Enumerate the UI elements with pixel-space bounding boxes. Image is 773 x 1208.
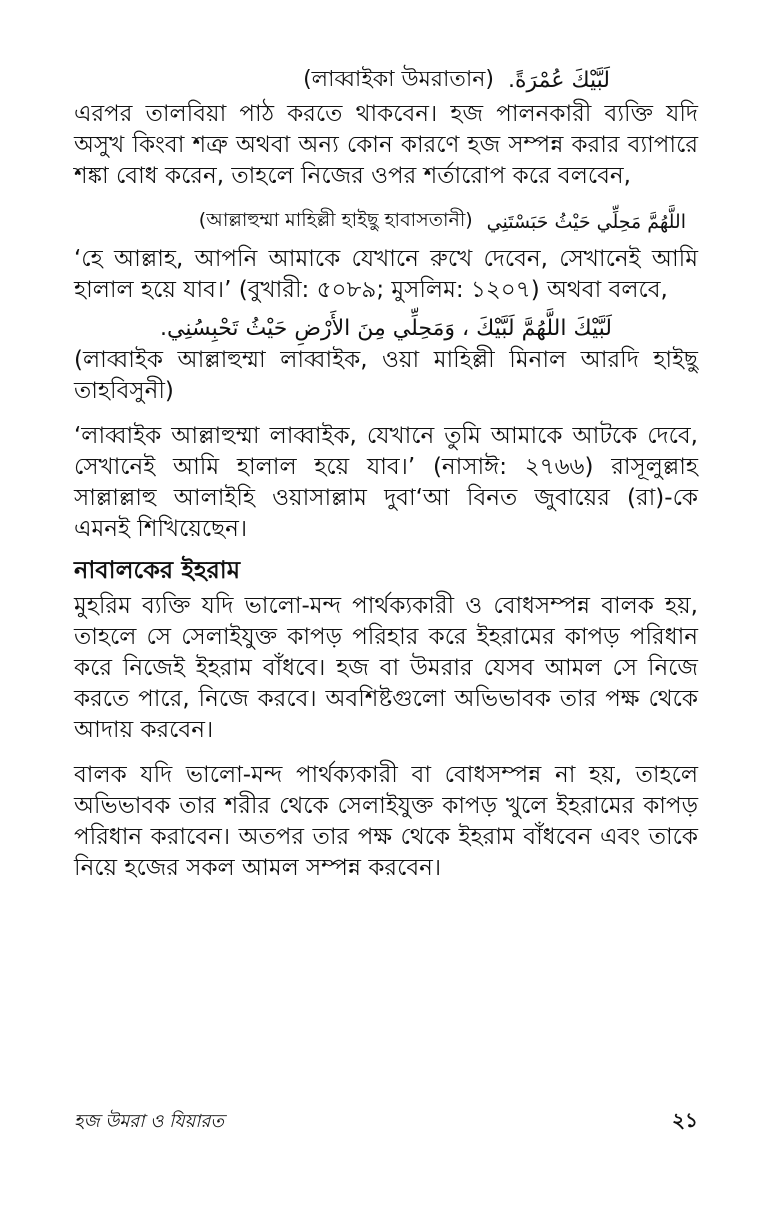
arabic-umrah: لَبَّيْكَ عُمْرَةً. bbox=[507, 68, 610, 93]
translit-dua-condition: (আল্লাহুম্মা মাহিল্লী হাইছু হাবাসতানী) bbox=[198, 209, 473, 231]
paragraph-minor-non-discerning: বালক যদি ভালো-মন্দ পার্থক্যকারী বা বোধসম্পন্ন না হয়, তাহলে অভিভাবক তার শরীর থেকে সেলাইযুক্ত কাপড় খুলে ইহরামের কাপড় পরিধান করাবেন। অতপর তার পক্ষ থেকে ইহরাম বাঁধবেন এবং তাকে নিয়ে হজের সকল আমল সম্পন্ন করবেন। bbox=[74, 762, 698, 881]
paragraph-minor-discerning: মুহরিম ব্যক্তি যদি ভালো-মন্দ পার্থক্যকারী ও বোধসম্পন্ন বালক হয়, তাহলে সে সেলাইযুক্ত কাপড় পরিহার করে ইহরামের কাপড় পরিধান করে নিজেই ইহরাম বাঁধবে। হজ বা উমরার যেসব আমল সে নিজে করতে পারে, নিজে করবে। অবশিষ্টগুলো অভিভাবক তার পক্ষ থেকে আদায় করবেন। bbox=[74, 593, 698, 743]
paragraph-talbiya-condition: এরপর তালবিয়া পাঠ করতে থাকবেন। হজ পালনকারী ব্যক্তি যদি অসুখ কিংবা শত্রু অথবা অন্য কোন কারণে হজ সম্পন্ন করার ব্যাপারে শঙ্কা বোধ করেন, তাহলে নিজের ওপর শর্তারোপ করে বলবেন, bbox=[74, 101, 698, 189]
paragraph-labbaik-meaning: ‘লাব্বাইক আল্লাহুম্মা লাব্বাইক, যেখানে তুমি আমাকে আটকে দেবে, সেখানেই আমি হালাল হয়ে যাব।’ (নাসাঈ: ২৭৬৬) রাসূলুল্লাহ সাল্লাল্লাহু আলাইহি ওয়াসাল্লাম দুবা‘আ বিনত জুবায়ের (রা)-কে এমনই শিখিয়েছেন। bbox=[74, 423, 698, 542]
talbiya-umrah-line bbox=[74, 62, 610, 99]
section-heading-minor-ihram: নাবালকের ইহরাম bbox=[74, 556, 241, 584]
footer-book-title: হজ উমরা ও যিয়ারত bbox=[74, 1111, 224, 1132]
arabic-labbaik-long: لَبَّيْكَ اللَّهُمَّ لَبَّيْكَ ، وَمَحِلِّي مِنَ الأَرْضِ حَيْثُ تَحْبِسُنِي. bbox=[159, 316, 612, 341]
translit-umrah: (লাব্বাইকা উমরাতান) bbox=[303, 67, 494, 92]
page-number: ২১ bbox=[672, 1108, 698, 1132]
paragraph-dua-meaning: ‘হে আল্লাহ, আপনি আমাকে যেখানে রুখে দেবেন, সেখানেই আমি হালাল হয়ে যাব।’ (বুখারী: ৫০৮৯; মুসলিম: ১২০৭) অথবা বলবে, bbox=[74, 246, 698, 303]
dua-condition-line bbox=[74, 206, 686, 238]
arabic-dua-condition: اللَّهُمَّ مَحِلِّي حَيْثُ حَبَسْتَنِي bbox=[486, 211, 686, 233]
page-body bbox=[74, 62, 698, 884]
page-footer bbox=[74, 1106, 698, 1139]
paragraph-labbaik-translit: (লাব্বাইক আল্লাহুম্মা লাব্বাইক, ওয়া মাহিল্লী মিনাল আরদি হাইছু তাহবিসুনী) bbox=[74, 347, 698, 404]
